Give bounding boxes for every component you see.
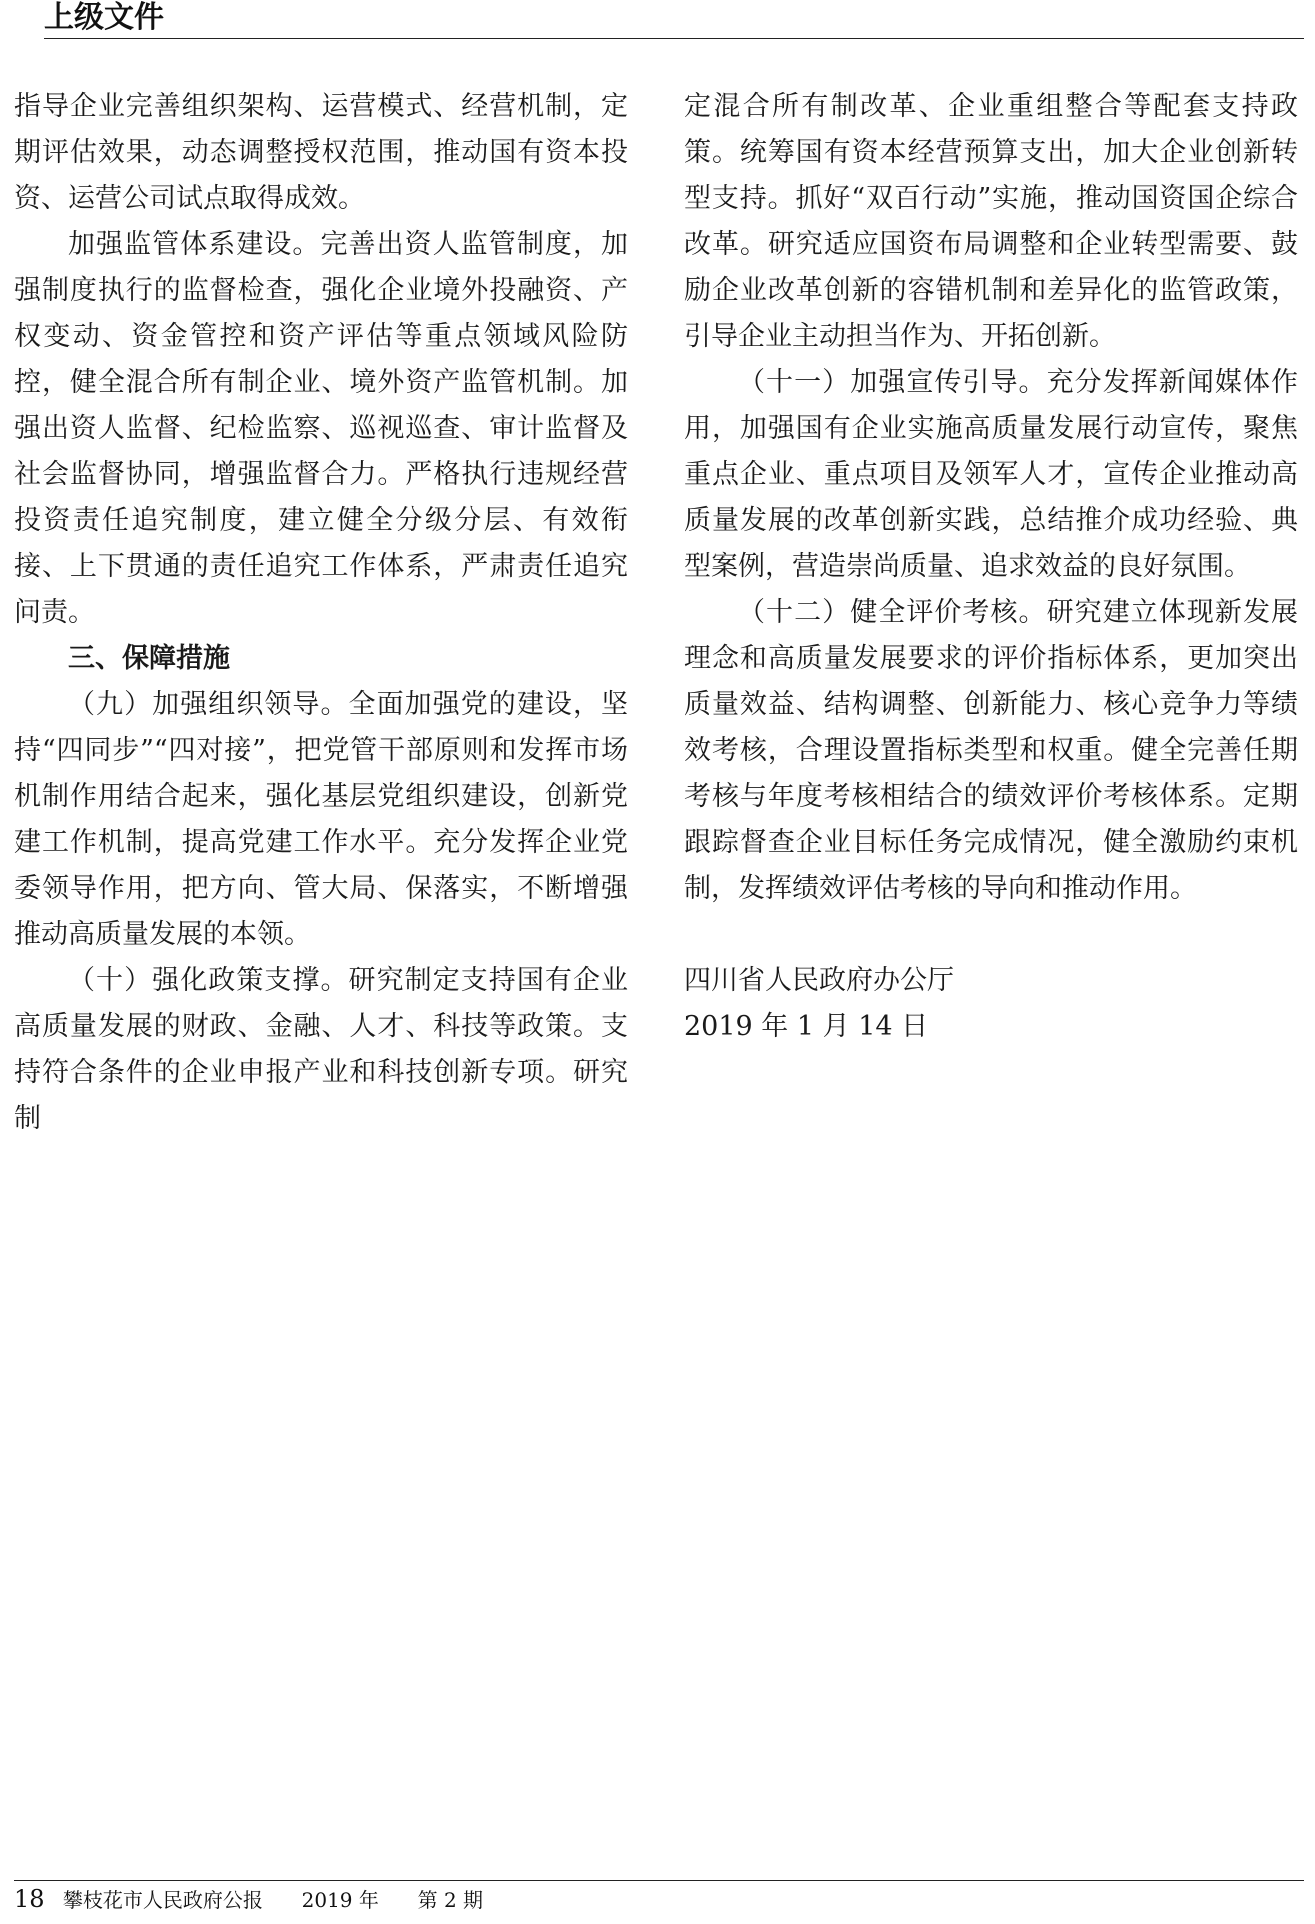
paragraph-item-11 — [684, 360, 1298, 590]
paragraph-item-10 — [14, 958, 628, 1142]
paragraph-continued: 指导企业完善组织架构、运营模式、经营机制，定期评估效果，动态调整授权范围，推动国有资本投资、运营公司试点取得成效。 — [14, 91, 628, 214]
paragraph-item-12 — [684, 590, 1298, 912]
signature-block — [684, 958, 1298, 1050]
left-column — [14, 84, 628, 1142]
footer-rule — [14, 1880, 1304, 1881]
issue-date: 2019 年 1 月 14 日 — [684, 1011, 929, 1042]
page-footer — [14, 1884, 483, 1915]
paragraph-supervision: 加强监管体系建设。完善出资人监管制度，加强制度执行的监督检查，强化企业境外投融资、产权变动、资金管控和资产评估等重点领域风险防控，健全混合所有制企业、境外资产监管机制。加强出资人监督、纪检监察、巡视巡查、审计监督及社会监督协同，增强监督合力。严格执行违规经营投资责任追究制度，建立健全分级分层、有效衔接、上下贯通的责任追究工作体系，严肃责任追究问责。 — [14, 229, 628, 628]
item-10-text: 研究制定支持国有企业高质量发展的财政、金融、人才、科技等政策。支持符合条件的企业申报产业和科技创新专项。研究制 — [14, 965, 629, 1134]
paragraph-continued-right: 定混合所有制改革、企业重组整合等配套支持政策。统筹国有资本经营预算支出，加大企业创新转型支持。抓好“双百行动”实施，推动国资国企综合改革。研究适应国资布局调整和企业转型需要、鼓励企业改革创新的容错机制和差异化的监管政策，引导企业主动担当作为、开拓创新。 — [684, 91, 1298, 352]
item-9-heading: （九）加强组织领导。 — [68, 689, 349, 720]
item-12-text: 研究建立体现新发展理念和高质量发展要求的评价指标体系，更加突出质量效益、结构调整、创新能力、核心竞争力等绩效考核，合理设置指标类型和权重。健全完善任期考核与年度考核相结合的绩效评价考核体系。定期跟踪督查企业目标任务完成情况，健全激励约束机制，发挥绩效评估考核的导向和推动作用。 — [684, 597, 1299, 904]
page-number: 18 — [14, 1885, 45, 1913]
issue-number: 第 2 期 — [417, 1888, 484, 1912]
item-9-text: 全面加强党的建设，坚持“四同步”“四对接”，把党管干部原则和发挥市场机制作用结合起来，强化基层党组织建设，创新党建工作机制，提高党建工作水平。充分发挥企业党委领导作用，把方向、管大局、保落实，不断增强推动高质量发展的本领。 — [14, 689, 629, 950]
paragraph-item-9 — [14, 682, 628, 958]
item-11-heading: （十一）加强宣传引导。 — [738, 367, 1047, 398]
publication-year: 2019 年 — [301, 1888, 379, 1912]
publication-name: 攀枝花市人民政府公报 — [62, 1888, 263, 1912]
header-rule — [44, 38, 1304, 39]
item-12-heading: （十二）健全评价考核。 — [738, 597, 1047, 628]
section-heading-safeguards: 三、保障措施 — [68, 643, 230, 674]
issuing-authority: 四川省人民政府办公厅 — [684, 965, 954, 996]
section-header-title: 上级文件 — [44, 0, 164, 35]
right-column — [684, 84, 1298, 1050]
item-10-heading: （十）强化政策支撑。 — [68, 965, 349, 996]
item-11-text: 充分发挥新闻媒体作用，加强国有企业实施高质量发展行动宣传，聚焦重点企业、重点项目及领军人才，宣传企业推动高质量发展的改革创新实践，总结推介成功经验、典型案例，营造崇尚质量、追求效益的良好氛围。 — [684, 367, 1299, 582]
